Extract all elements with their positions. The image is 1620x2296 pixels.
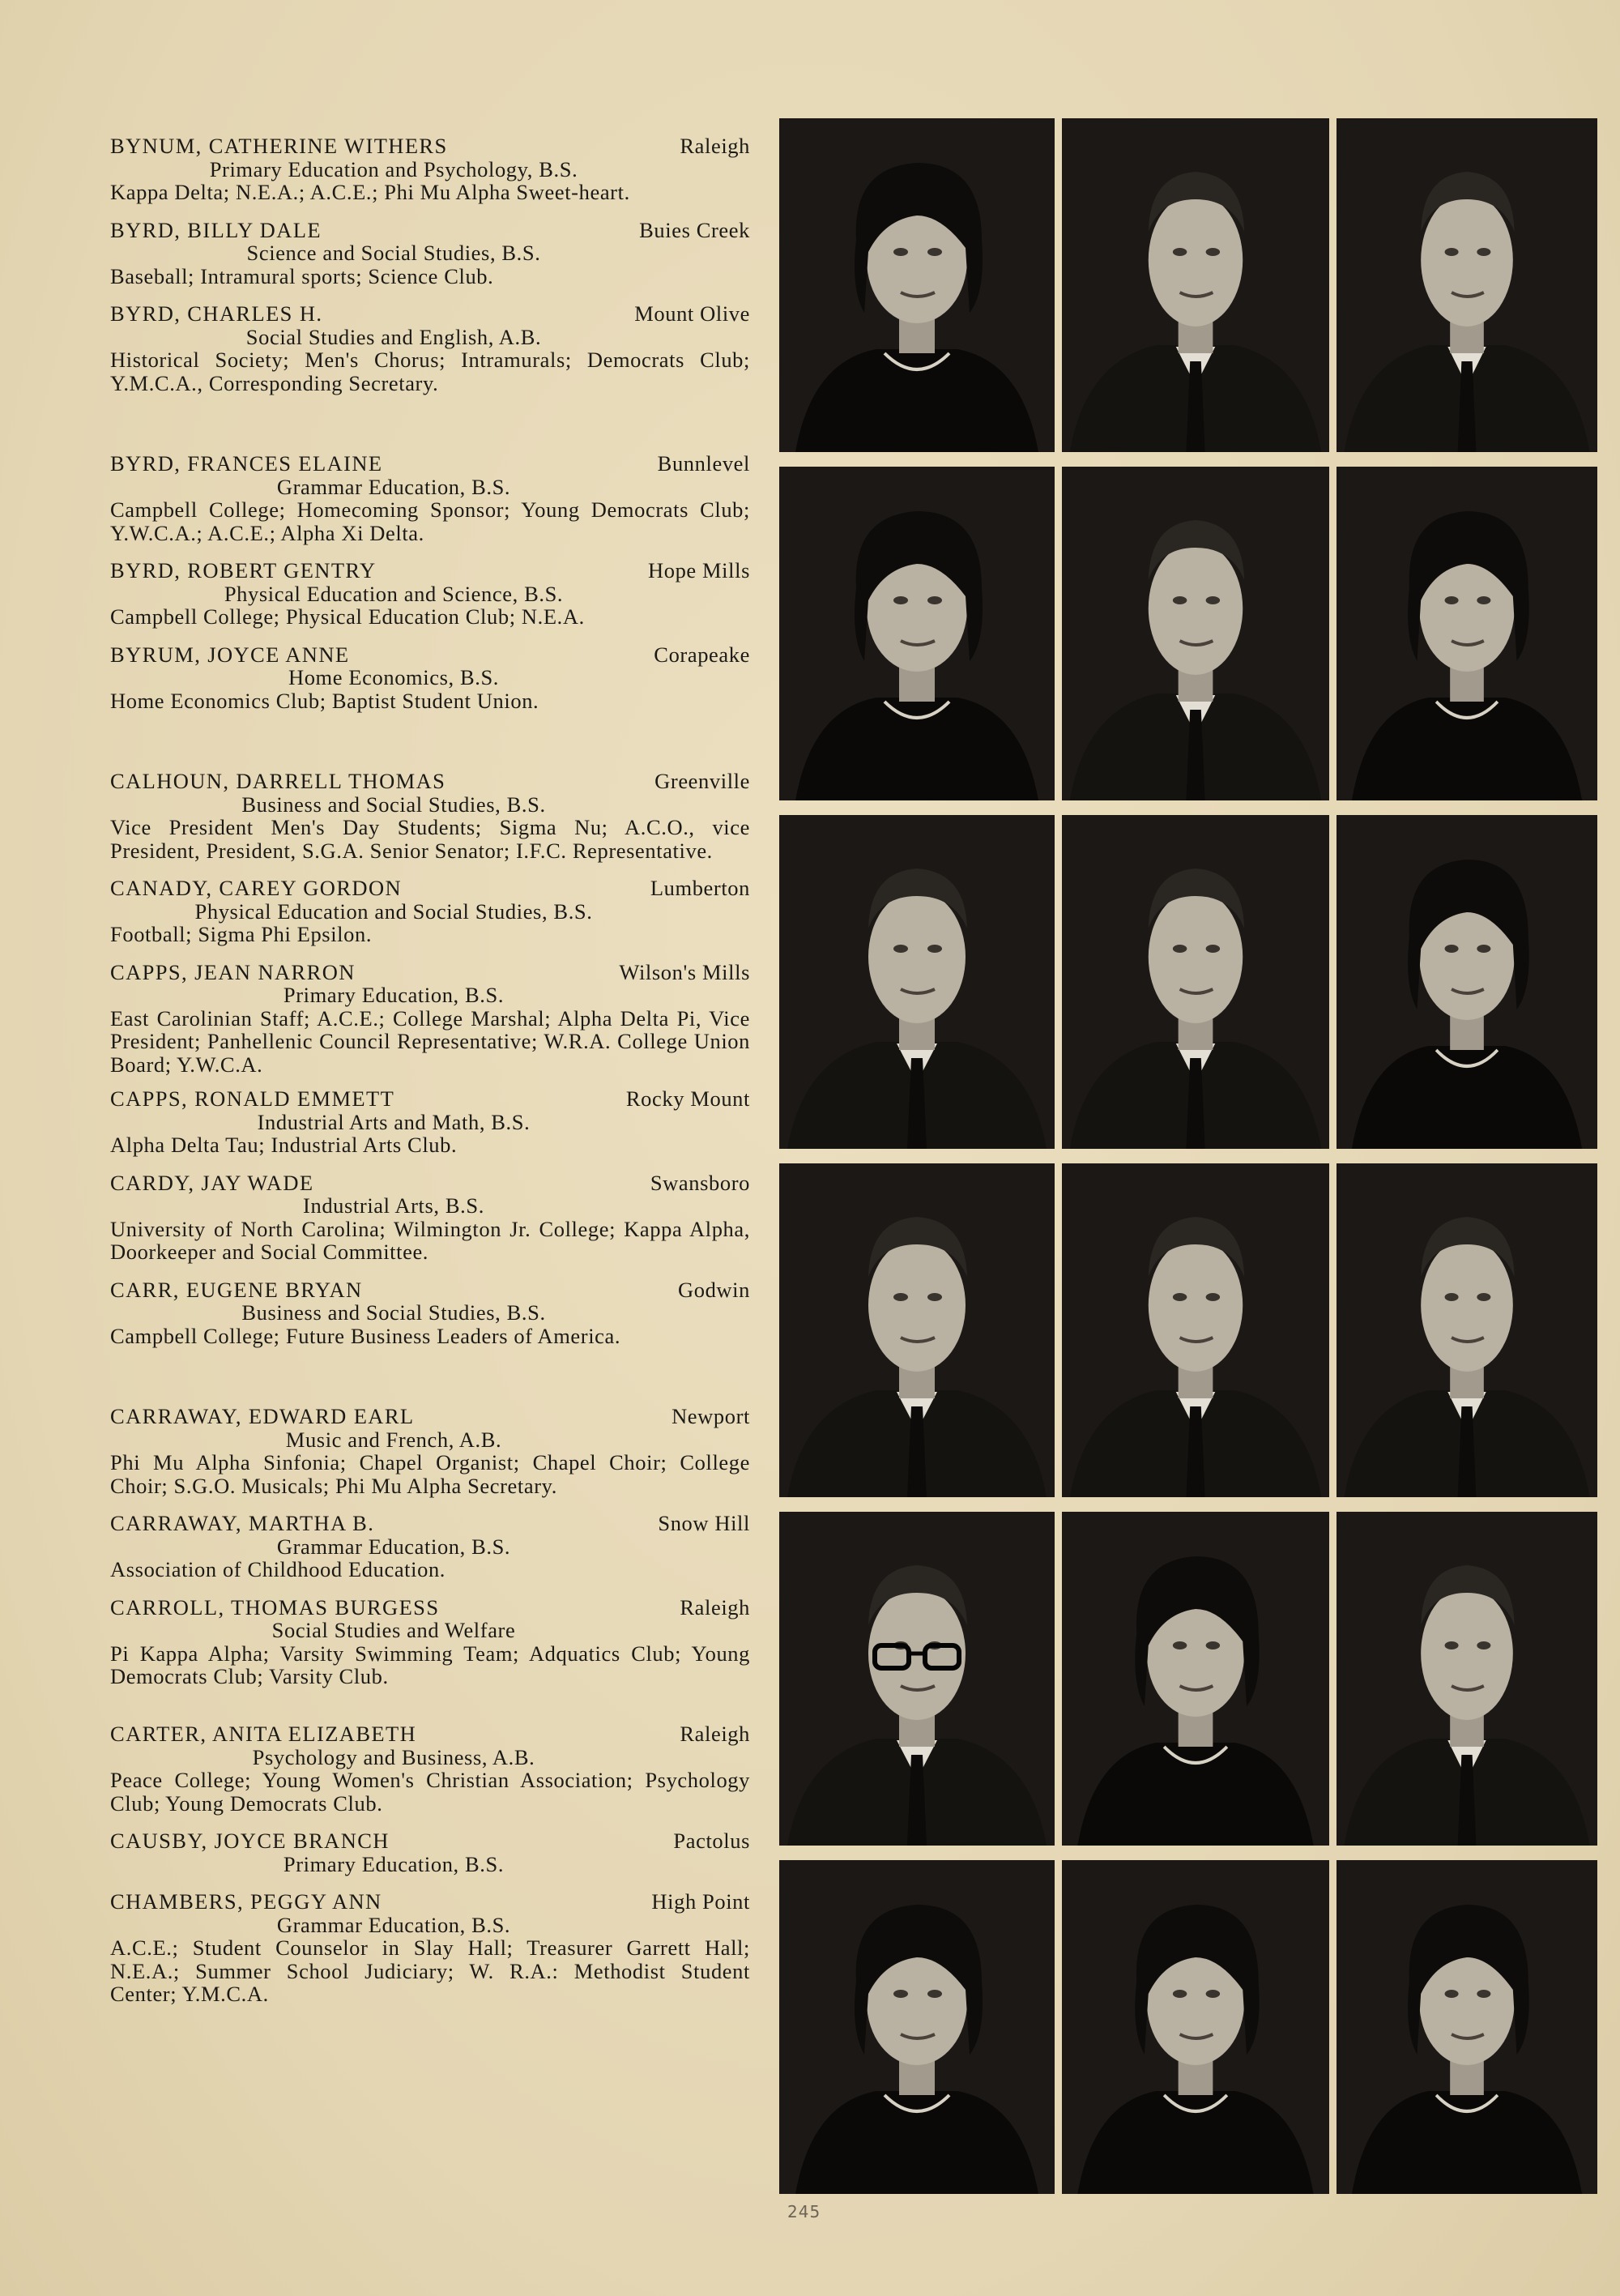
student-entry	[110, 1278, 750, 1348]
portrait-photo	[1336, 1512, 1597, 1846]
activities: Baseball; Intramural sports; Science Club.	[110, 263, 494, 288]
major-degree: Grammar Education, B.S.	[276, 1912, 511, 1937]
major-degree: Home Economics, B.S.	[288, 665, 500, 689]
activities: Football; Sigma Phi Epsilon.	[110, 922, 373, 946]
student-name: CARRAWAY, EDWARD EARL	[110, 1404, 415, 1428]
major-degree: Social Studies and English, A.B.	[245, 324, 542, 349]
student-entry	[110, 1087, 750, 1157]
entry-heading	[110, 770, 750, 793]
entry-heading	[110, 1278, 750, 1302]
major-degree: Grammar Education, B.S.	[276, 474, 511, 499]
activities: University of North Carolina; Wilmington Jr. College; Kappa Alpha, Doorkeeper and Social Committee.	[110, 1216, 750, 1264]
student-entry	[110, 1405, 750, 1497]
student-group	[110, 134, 750, 452]
activities: A.C.E.; Student Counselor in Slay Hall; Treasurer Garrett Hall; N.E.A.; Summer School Judiciary; W. R.A.: Methodist Student Center; Y.M.C.A.	[110, 1935, 750, 2006]
portrait-photo	[1062, 1512, 1329, 1846]
student-name: BYRUM, JOYCE ANNE	[110, 642, 350, 667]
student-entry	[110, 643, 750, 713]
major-degree: Physical Education and Science, B.S.	[224, 581, 564, 606]
student-entry	[110, 302, 750, 395]
student-name: CARTER, ANITA ELIZABETH	[110, 1722, 417, 1746]
student-group	[110, 1405, 750, 1722]
student-entry	[110, 1171, 750, 1264]
entry-heading	[110, 1171, 750, 1195]
student-group	[110, 452, 750, 770]
entry-heading	[110, 1829, 750, 1853]
student-name: BYRD, CHARLES H.	[110, 301, 323, 326]
hometown: Bunnlevel	[657, 451, 750, 476]
major-degree: Physical Education and Social Studies, B.S.	[194, 898, 593, 924]
entry-heading	[110, 559, 750, 583]
major-degree: Science and Social Studies, B.S.	[246, 241, 541, 265]
hometown: Greenville	[654, 769, 750, 793]
hometown: Raleigh	[680, 1722, 750, 1746]
student-entry	[110, 877, 750, 946]
student-entry	[110, 1596, 750, 1688]
student-name: BYRD, BILLY DALE	[110, 217, 322, 242]
student-entry	[110, 1512, 750, 1581]
hometown: Swansboro	[650, 1170, 750, 1195]
entry-heading	[110, 877, 750, 900]
entry-heading	[110, 1596, 750, 1620]
hometown: Godwin	[678, 1277, 750, 1302]
hometown: Snow Hill	[658, 1511, 750, 1535]
entry-heading	[110, 302, 750, 326]
activities: Campbell College; Homecoming Sponsor; Young Democrats Club; Y.W.C.A.; A.C.E.; Alpha Xi Delta.	[110, 497, 750, 545]
student-entry	[110, 961, 750, 1077]
student-name: CALHOUN, DARRELL THOMAS	[110, 769, 446, 793]
entry-heading	[110, 1087, 750, 1111]
hometown: Raleigh	[680, 1594, 750, 1620]
portrait-photo	[1062, 1860, 1329, 2194]
student-entry	[110, 559, 750, 629]
portrait-photo	[1062, 1163, 1329, 1497]
major-degree: Business and Social Studies, B.S.	[241, 792, 546, 817]
activities: Campbell College; Future Business Leaders of America.	[110, 1323, 621, 1348]
major-degree: Grammar Education, B.S.	[276, 1534, 511, 1559]
student-name: CANADY, CAREY GORDON	[110, 876, 403, 900]
hometown: Mount Olive	[634, 301, 750, 326]
page-number: 245	[787, 2202, 821, 2221]
hometown: High Point	[651, 1889, 750, 1914]
student-name: BYNUM, CATHERINE WITHERS	[110, 134, 448, 158]
portrait-photo	[1336, 467, 1597, 800]
activities: Vice President Men's Day Students; Sigma Nu; A.C.O., vice President, President, S.G.A. Senior Senator; I.F.C. Representative.	[110, 815, 750, 863]
student-name: CAPPS, JEAN NARRON	[110, 959, 356, 984]
student-name: CARR, EUGENE BRYAN	[110, 1277, 363, 1302]
student-name: CAUSBY, JOYCE BRANCH	[110, 1829, 390, 1853]
student-group	[110, 1722, 750, 2040]
activities: Pi Kappa Alpha; Varsity Swimming Team; Adquatics Club; Young Democrats Club; Varsity Club.	[110, 1641, 750, 1688]
student-group	[110, 770, 750, 1087]
activities: Campbell College; Physical Education Club; N.E.A.	[110, 604, 585, 629]
student-entry	[110, 1890, 750, 2006]
portrait-photo	[779, 1512, 1055, 1846]
student-name: BYRD, FRANCES ELAINE	[110, 451, 383, 476]
student-entry	[110, 1829, 750, 1876]
portrait-photo	[1062, 815, 1329, 1149]
entry-heading	[110, 1722, 750, 1746]
hometown: Lumberton	[650, 876, 750, 900]
activities: East Carolinian Staff; A.C.E.; College Marshal; Alpha Delta Pi, Vice President; Panhellenic Council Representative; W.R.A. College Union Board; Y.W.C.A.	[110, 1005, 750, 1077]
entry-heading	[110, 134, 750, 158]
student-name: CHAMBERS, PEGGY ANN	[110, 1889, 382, 1914]
student-name: CAPPS, RONALD EMMETT	[110, 1086, 395, 1111]
portrait-photo	[1336, 1860, 1597, 2194]
hometown: Wilson's Mills	[619, 959, 750, 984]
activities: Kappa Delta; N.E.A.; A.C.E.; Phi Mu Alpha Sweet-heart.	[110, 180, 630, 204]
hometown: Newport	[671, 1404, 750, 1428]
student-entry	[110, 452, 750, 544]
portrait-photo	[779, 1163, 1055, 1497]
activities: Alpha Delta Tau; Industrial Arts Club.	[110, 1133, 458, 1157]
student-group	[110, 1087, 750, 1405]
portrait-photo	[779, 1860, 1055, 2194]
entry-heading	[110, 1890, 750, 1914]
portrait-photo	[779, 467, 1055, 800]
student-text-column	[110, 134, 750, 2040]
major-degree: Primary Education, B.S.	[283, 1851, 505, 1876]
portrait-photo	[1336, 815, 1597, 1149]
major-degree: Primary Education and Psychology, B.S.	[209, 156, 578, 181]
major-degree: Industrial Arts, B.S.	[303, 1193, 484, 1218]
entry-heading	[110, 961, 750, 984]
hometown: Corapeake	[654, 642, 750, 667]
student-entry	[110, 134, 750, 204]
student-name: CARDY, JAY WADE	[110, 1170, 314, 1195]
activities: Association of Childhood Education.	[110, 1557, 446, 1581]
portrait-photo	[779, 118, 1055, 452]
hometown: Rocky Mount	[625, 1086, 750, 1111]
activities: Home Economics Club; Baptist Student Union.	[110, 688, 539, 713]
entry-heading	[110, 452, 750, 476]
major-degree: Psychology and Business, A.B.	[252, 1744, 535, 1769]
major-degree: Music and French, A.B.	[285, 1427, 502, 1452]
entry-heading	[110, 219, 750, 242]
hometown: Raleigh	[680, 134, 750, 158]
major-degree: Business and Social Studies, B.S.	[241, 1300, 546, 1325]
hometown: Buies Creek	[639, 217, 750, 242]
student-name: BYRD, ROBERT GENTRY	[110, 558, 377, 583]
activities: Peace College; Young Women's Christian Association; Psychology Club; Young Democrats Club.	[110, 1768, 750, 1816]
hometown: Hope Mills	[648, 558, 750, 583]
major-degree: Industrial Arts and Math, B.S.	[257, 1109, 531, 1134]
portrait-photo	[1062, 118, 1329, 452]
portrait-photo	[1336, 118, 1597, 452]
portrait-photo	[779, 815, 1055, 1149]
student-name: CARRAWAY, MARTHA B.	[110, 1511, 375, 1535]
major-degree: Primary Education, B.S.	[283, 983, 505, 1007]
portrait-photo	[1062, 467, 1329, 800]
activities: Phi Mu Alpha Sinfonia; Chapel Organist; Chapel Choir; College Choir; S.G.O. Musicals; Phi Mu Alpha Secretary.	[110, 1450, 750, 1498]
student-name: CARROLL, THOMAS BURGESS	[110, 1594, 440, 1620]
portrait-grid	[779, 118, 1597, 2194]
student-entry	[110, 770, 750, 862]
entry-heading	[110, 1405, 750, 1428]
student-entry	[110, 1722, 750, 1815]
entry-heading	[110, 643, 750, 667]
student-entry	[110, 219, 750, 288]
hometown: Pactolus	[673, 1829, 750, 1853]
portrait-photo	[1336, 1163, 1597, 1497]
activities: Historical Society; Men's Chorus; Intramurals; Democrats Club; Y.M.C.A., Corresponding Secretary.	[110, 348, 750, 395]
entry-heading	[110, 1512, 750, 1535]
major-degree: Social Studies and Welfare	[271, 1618, 516, 1642]
